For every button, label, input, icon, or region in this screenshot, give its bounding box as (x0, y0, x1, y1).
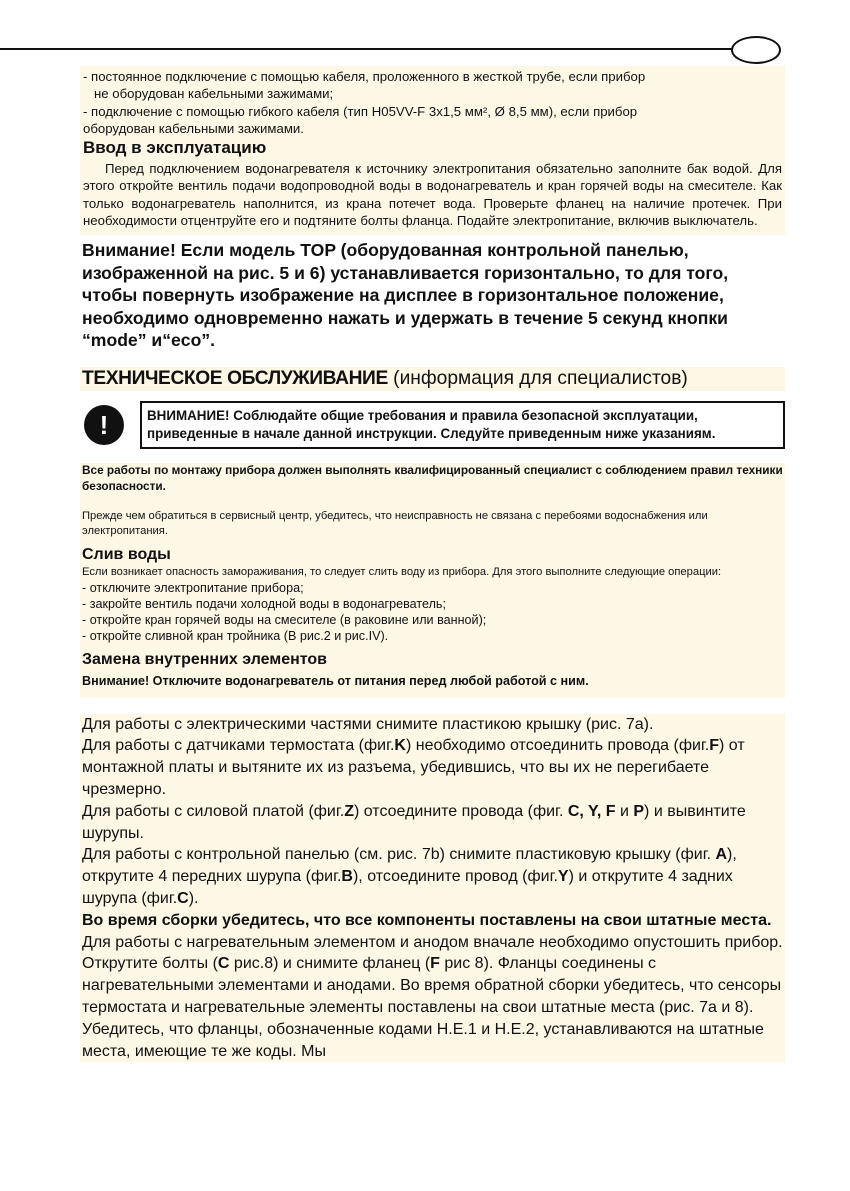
p4-ref-b: B (341, 868, 353, 886)
assembly-warning: Во время сборки убедитесь, что все компоненты поставлены на свои штатные места. (82, 911, 772, 929)
p3-text-g: ) и вывинтите шурупы. (82, 802, 746, 842)
top-model-warning: Внимание! Если модель TOP (оборудованная контрольной панелью, изображенной на рис. 5 и 6) устанавливается горизонтально, то для того, чтобы повернуть изображение на дисплее в горизонтальное положение, необходимо одновременно нажать и удержать в течение 5 секунд кнопки “mode” и“eco”. (82, 240, 729, 350)
lower-p7 (82, 953, 783, 1062)
p2-text-e: ) от монтажной платы и вытяните их из разъема, убедившись, что вы их не перегибаете чрезмерно. (82, 737, 745, 798)
p4-text-c: ), открутите 4 передних шурупа (фиг. (82, 846, 737, 886)
drain-step-3: - откройте кран горячей воды на смесителе (в раковине или ванной); (82, 612, 487, 627)
p2-ref-f: F (709, 737, 720, 755)
alert-box-text: ВНИМАНИЕ! Соблюдайте общие требования и правила безопасной эксплуатации, приведенные в начале данной инструкции. Следуйте приведенным ниже указаниям. (140, 401, 785, 449)
p7-text-e: рис 8). Фланцы соединены с нагревательными элементами и анодами. Во время обратной сборки убедитесь, что сенсоры термостата и нагревательные элементы поставлены на свои штатные места (рис. 7а и 8). Убедитесь, что фланцы, обозначенные кодами H.E.1 и H.E.2, устанавливаются на штатные места, имеющие те же коды. Мы (82, 955, 782, 1060)
p4-text-g: ) и открутите 4 задних шурупа (фиг. (82, 868, 733, 907)
drain-intro: Если возникает опасность замораживания, то следует слить воду из прибора. Для этого выполните следующие операции: (82, 565, 722, 578)
page-number-oval (731, 36, 781, 64)
p3-ref-p: P (633, 802, 645, 820)
service-center-note: Прежде чем обратиться в сервисный центр, убедитесь, что неисправность не связана с перебоями водоснабжения или электропитания. (82, 509, 708, 537)
p3-ref-cyf: C, Y, F (567, 802, 616, 820)
lower-instructions (80, 714, 785, 1063)
p3-text-a: Для работы с силовой платой (фиг. (82, 802, 345, 820)
p4-ref-c: C (177, 889, 189, 907)
drain-steps (80, 580, 785, 644)
lower-p5 (82, 910, 783, 932)
p3-text-c: ) отсоедините провода (фиг. (353, 802, 568, 820)
qualified-specialist-note: Все работы по монтажу прибора должен выполнять квалифицированный специалист с соблюдением правил техники безопасности. (82, 463, 783, 493)
replacement-heading: Замена внутренних элементов (82, 650, 327, 668)
header-rule (0, 48, 735, 50)
lower-p3 (82, 801, 783, 845)
maintenance-heading-bold: ТЕХНИЧЕСКОЕ ОБСЛУЖИВАНИЕ (82, 368, 388, 390)
drain-step-4: - откройте сливной кран тройника (B рис.2 и рис.IV). (82, 628, 389, 643)
p2-text-a: Для работы с датчиками термостата (фиг. (82, 737, 395, 755)
intro-item-1-cont: не оборудован кабельными зажимами; (94, 86, 334, 102)
lower-p2 (82, 735, 783, 800)
p7-text-a: Открутите болты ( (82, 955, 218, 973)
p7-text-c: рис.8) и снимите фланец ( (229, 955, 431, 973)
maintenance-heading (80, 367, 785, 391)
p7-ref-c: C (217, 955, 230, 973)
p2-text-c: ) необходимо отсоединить провода (фиг. (405, 737, 710, 755)
exclamation-icon: ! (84, 405, 124, 445)
maintenance-alert (80, 401, 785, 449)
drain-step-1: - отключите электропитание прибора; (82, 580, 304, 595)
replacement-warning: Внимание! Отключите водонагреватель от питания перед любой работой с ним. (82, 673, 589, 688)
top-shaded-section (80, 66, 785, 235)
commissioning-text: Перед подключением водонагревателя к источнику электропитания обязательно заполните бак водой. Для этого откройте вентиль подачи водопроводной воды в водонагреватель и кран горячей воды на смесителе. Как только водонагреватель наполнится, из крана потечет вода. Проверьте фланец на наличие протечек. При необходимости отцентруйте его и подтяните болты фланца. Подайте электропитание, включив выключатель. (83, 161, 782, 229)
lower-p4 (82, 844, 783, 909)
intro-item-2: - подключение с помощью гибкого кабеля (тип H05VV-F 3х1,5 мм², Ø 8,5 мм), если прибор (83, 103, 638, 119)
lower-p1: Для работы с электрическими частями снимите пластикою крышку (рис. 7а). (82, 715, 654, 733)
commissioning-heading: Ввод в эксплуатацию (83, 138, 267, 158)
p2-ref-k: K (394, 737, 406, 755)
p4-text-e: ), отсоедините провод (фиг. (352, 868, 558, 886)
lower-p6: Для работы с нагревательным элементом и анодом вначале необходимо опустошить прибор. (82, 933, 783, 951)
maintenance-notes (80, 463, 785, 697)
intro-item-1: - постоянное подключение с помощью кабеля, проложенного в жесткой трубе, если прибор (83, 69, 646, 84)
intro-item-2-cont: оборудован кабельными зажимами. (83, 120, 304, 136)
p4-ref-a: A (715, 846, 728, 864)
maintenance-heading-rest: (информация для специалистов) (387, 368, 688, 390)
p4-text-i: ). (188, 889, 199, 907)
page-content (80, 66, 785, 1062)
drain-heading: Слив воды (82, 545, 171, 563)
p3-text-e: и (615, 802, 634, 820)
p3-ref-z: Z (344, 802, 354, 820)
p7-ref-f: F (430, 955, 440, 973)
p4-text-a: Для работы с контрольной панелью (см. рис. 7b) снимите пластиковую крышку (фиг. (82, 846, 716, 864)
drain-step-2: - закройте вентиль подачи холодной воды в водонагреватель; (82, 596, 446, 611)
p4-ref-y: Y (557, 868, 569, 886)
